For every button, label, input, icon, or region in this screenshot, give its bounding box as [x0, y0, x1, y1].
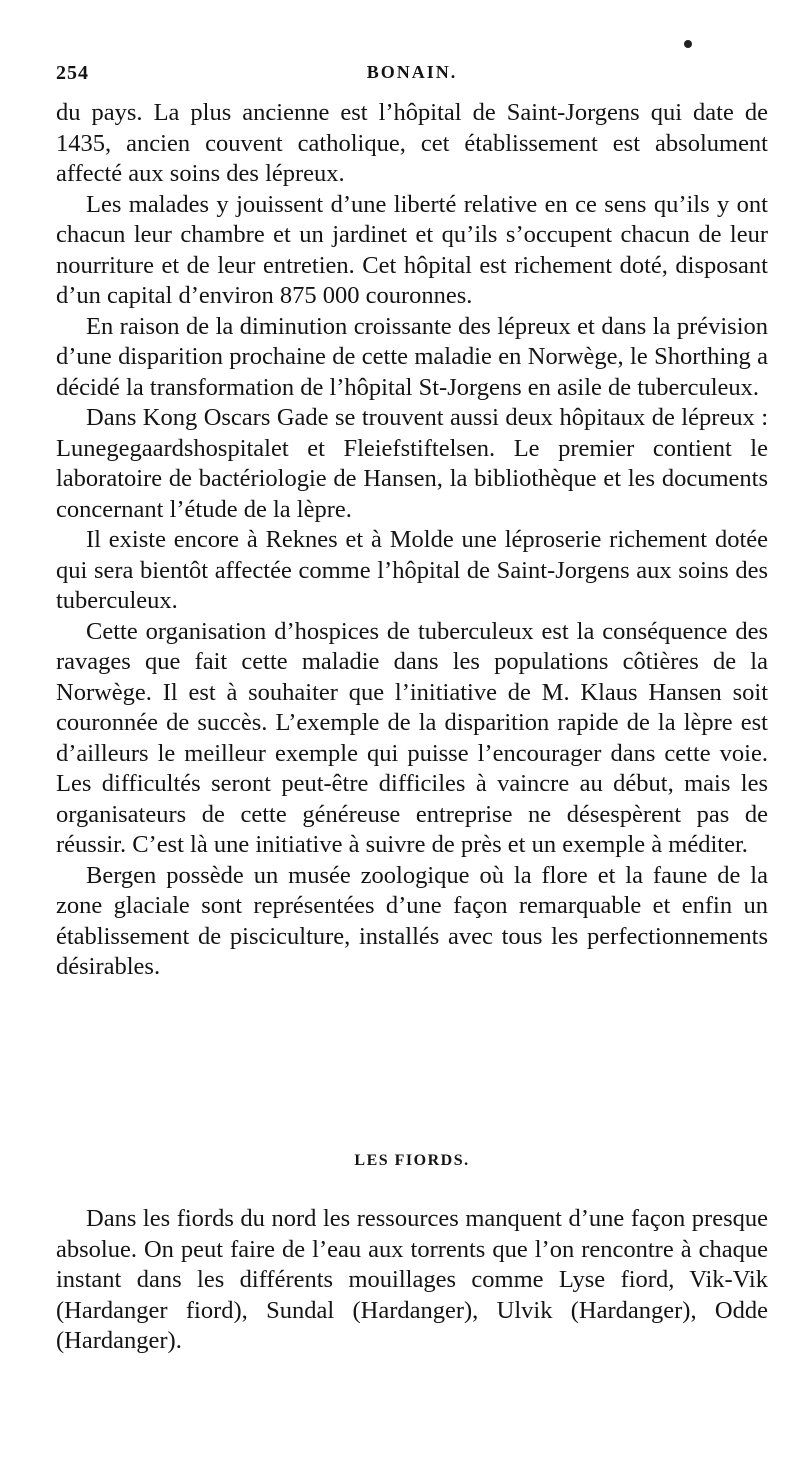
paragraph: Dans Kong Oscars Gade se trouvent aussi deux hôpitaux de lépreux : Lunegegaardshospitalet et Fleiefstiftelsen. Le premier contient le laboratoire de bactériologie de Hansen, la bibliothèque et les documents concernant l’étude de la lèpre.: [56, 404, 768, 523]
ink-dot: [684, 40, 692, 48]
running-title: BONAIN.: [366, 62, 458, 82]
paragraph: En raison de la diminution croissante des lépreux et dans la prévision d’une disparition prochaine de cette maladie en Norwège, le Shorthing a décidé la transformation de l’hôpital St-Jorgens en asile de tuberculeux.: [56, 312, 768, 401]
paragraph: Les malades y jouissent d’une liberté relative en ce sens qu’ils y ont chacun leur chambre et un jardinet et qu’ils s’occupent chacun de leur nourriture et de leur entretien. Cet hôpital est richement doté, disposant d’un capital d’environ 875 000 couronnes.: [56, 190, 768, 309]
paragraph: Cette organisation d’hospices de tuberculeux est la conséquence des ravages que fait cette maladie dans les populations côtières de la Norwège. Il est à souhaiter que l’initiative de M. Klaus Hansen soit couronnée de succès. L’exemple de la disparition rapide de la lèpre est d’ailleurs le meilleur exemple qui puisse l’encourager dans cette voie. Les difficultés seront peut-être difficiles à vaincre au début, mais les organisateurs de cette généreuse entreprise ne désespèrent pas de réussir. C’est là une initiative à suivre de près et un exemple à méditer.: [56, 617, 768, 858]
paragraph: Bergen possède un musée zoologique où la flore et la faune de la zone glaciale sont représentées d’une façon remarquable et enfin un établissement de pisciculture, installés avec tous les perfectionnements désirables.: [56, 861, 768, 980]
paragraph: du pays. La plus ancienne est l’hôpital de Saint-Jorgens qui date de 1435, ancien couvent catholique, cet établissement est absolument affecté aux soins des lépreux.: [56, 99, 768, 187]
main-text: [56, 98, 768, 983]
page-number: 254: [56, 62, 89, 84]
section-text: [56, 1204, 768, 1357]
page-header: [56, 58, 768, 88]
paragraph: Il existe encore à Reknes et à Molde une léproserie richement dotée qui sera bientôt affectée comme l’hôpital de Saint-Jorgens aux soins des tuberculeux.: [56, 526, 768, 614]
paragraph: Dans les fiords du nord les ressources manquent d’une façon presque absolue. On peut faire de l’eau aux torrents que l’on rencontre à chaque instant dans les différents mouillages comme Lyse fiord, Vik-Vik (Hardanger fiord), Sundal (Hardanger), Ulvik (Hardanger), Odde (Hardanger).: [56, 1205, 768, 1354]
section-heading: LES FIORDS.: [354, 1152, 470, 1169]
